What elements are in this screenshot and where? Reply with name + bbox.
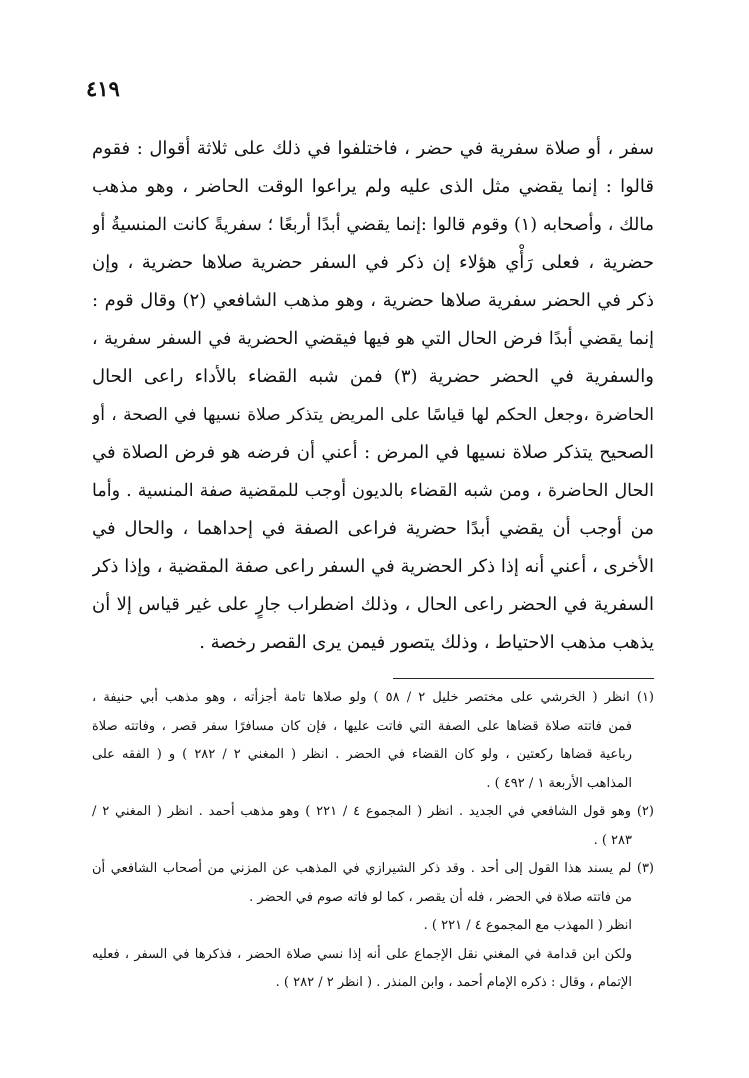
- main-text-line: الأخرى ، أعني أنه إذا ذكر الحضرية في السفر راعى صفة المقضية ، وإذا ذكر: [92, 556, 654, 577]
- main-text-line: قالوا : إنما يقضي مثل الذى عليه ولم يراعوا الوقت الحاضر ، وهو مذهب: [92, 176, 654, 197]
- main-text-line: يذهب مذهب الاحتياط ، وذلك يتصور فيمن يرى القصر رخصة .: [199, 632, 654, 653]
- main-text-line: السفرية في الحضر راعى الحال ، وذلك اضطراب جارٍ على غير قياس إلا أن: [92, 594, 654, 615]
- footnote-line: ٢٨٣ ) .: [593, 832, 632, 848]
- main-text-line: الحاضرة ،وجعل الحكم لها قياسًا على المريض يتذكر صلاة نسيها في الصحة ، أو: [92, 405, 654, 425]
- main-text-line: إنما يقضي أبدًا فرض الحال التي هو فيها فيقضي الحضرية في السفر سفرية ،: [92, 329, 654, 349]
- page-number: ٤١٩: [86, 76, 120, 101]
- footnote-line: رباعية قضاها ركعتين ، ولو كان القضاء في الحضر . انظر ( المغني ٢ / ٢٨٢ ) و ( الفقه على: [92, 747, 632, 762]
- main-text-line: من أوجب أن يقضي أبدًا حضرية فراعى الصفة في إحداهما ، والحال في: [92, 518, 654, 539]
- footnote-line: من فاتته صلاة في الحضر ، فله أن يقصر ، كما لو فاته صوم في الحضر .: [249, 889, 632, 905]
- footnote-line: انظر ( المهذب مع المجموع ٤ / ٢٢١ ) .: [423, 918, 632, 933]
- footnote-line: ولكن ابن قدامة في المغني نقل الإجماع على أنه إذا نسي صلاة الحضر ، فذكرها في السفر ، فعليه: [92, 946, 632, 962]
- main-text-line: الحال الحاضرة ، ومن شبه القضاء بالديون أوجب للمقضية صفة المنسية . وأما: [92, 481, 654, 501]
- footnote-line: (٢) وهو قول الشافعي في الجديد . انظر ( المجموع ٤ / ٢٢١ ) وهو مذهب أحمد . انظر ( المغني ٢ /: [92, 804, 654, 819]
- footnote-line: المذاهب الأربعة ١ / ٤٩٢ ) .: [486, 775, 632, 791]
- main-text-line: مالك ، وأصحابه (١) وقوم قالوا :إنما يقضي أبدًا أربعًا ؛ سفريةً كانت المنسيةُ أو: [92, 215, 654, 235]
- footnote-line: (٣) لم يسند هذا القول إلى أحد . وقد ذكر الشيرازي في المذهب عن المزني من أصحاب الشافعي أن: [92, 861, 654, 876]
- main-text-line: سفر ، أو صلاة سفرية في حضر ، فاختلفوا في ذلك على ثلاثة أقوال : فقوم: [92, 138, 654, 159]
- main-text-line: حضرية ، فعلى رَأْي هؤلاء إن ذكر في السفر حضرية صلاها حضرية ، وإن: [92, 252, 654, 273]
- footnotes: [92, 684, 654, 998]
- main-text: [92, 130, 654, 662]
- main-text-line: الصحيح يتذكر صلاة نسيها في المرض : أعني أن فرضه هو فرض الصلاة في: [92, 442, 654, 463]
- main-text-line: والسفرية في الحضر حضرية (٣) فمن شبه القضاء بالأداء راعى الحال: [92, 366, 654, 387]
- footnote-line: فمن فاتته صلاة قضاها على الصفة التي فاتت عليها ، فإن كان مسافرًا سفر قصر ، وفاتته صلاة: [92, 718, 632, 734]
- footnote-separator: [393, 678, 654, 679]
- main-text-line: ذكر في الحضر سفرية صلاها حضرية ، وهو مذهب الشافعي (٢) وقال قوم :: [92, 290, 654, 311]
- footnote-line: الإتمام ، وقال : ذكره الإمام أحمد ، وابن المنذر . ( انظر ٢ / ٢٨٢ ) .: [275, 975, 632, 990]
- footnote-line: (١) انظر ( الخرشي على مختصر خليل ٢ / ٥٨ ) ولو صلاها تامة أجزأته ، وهو مذهب أبي حنيفة ،: [92, 690, 654, 705]
